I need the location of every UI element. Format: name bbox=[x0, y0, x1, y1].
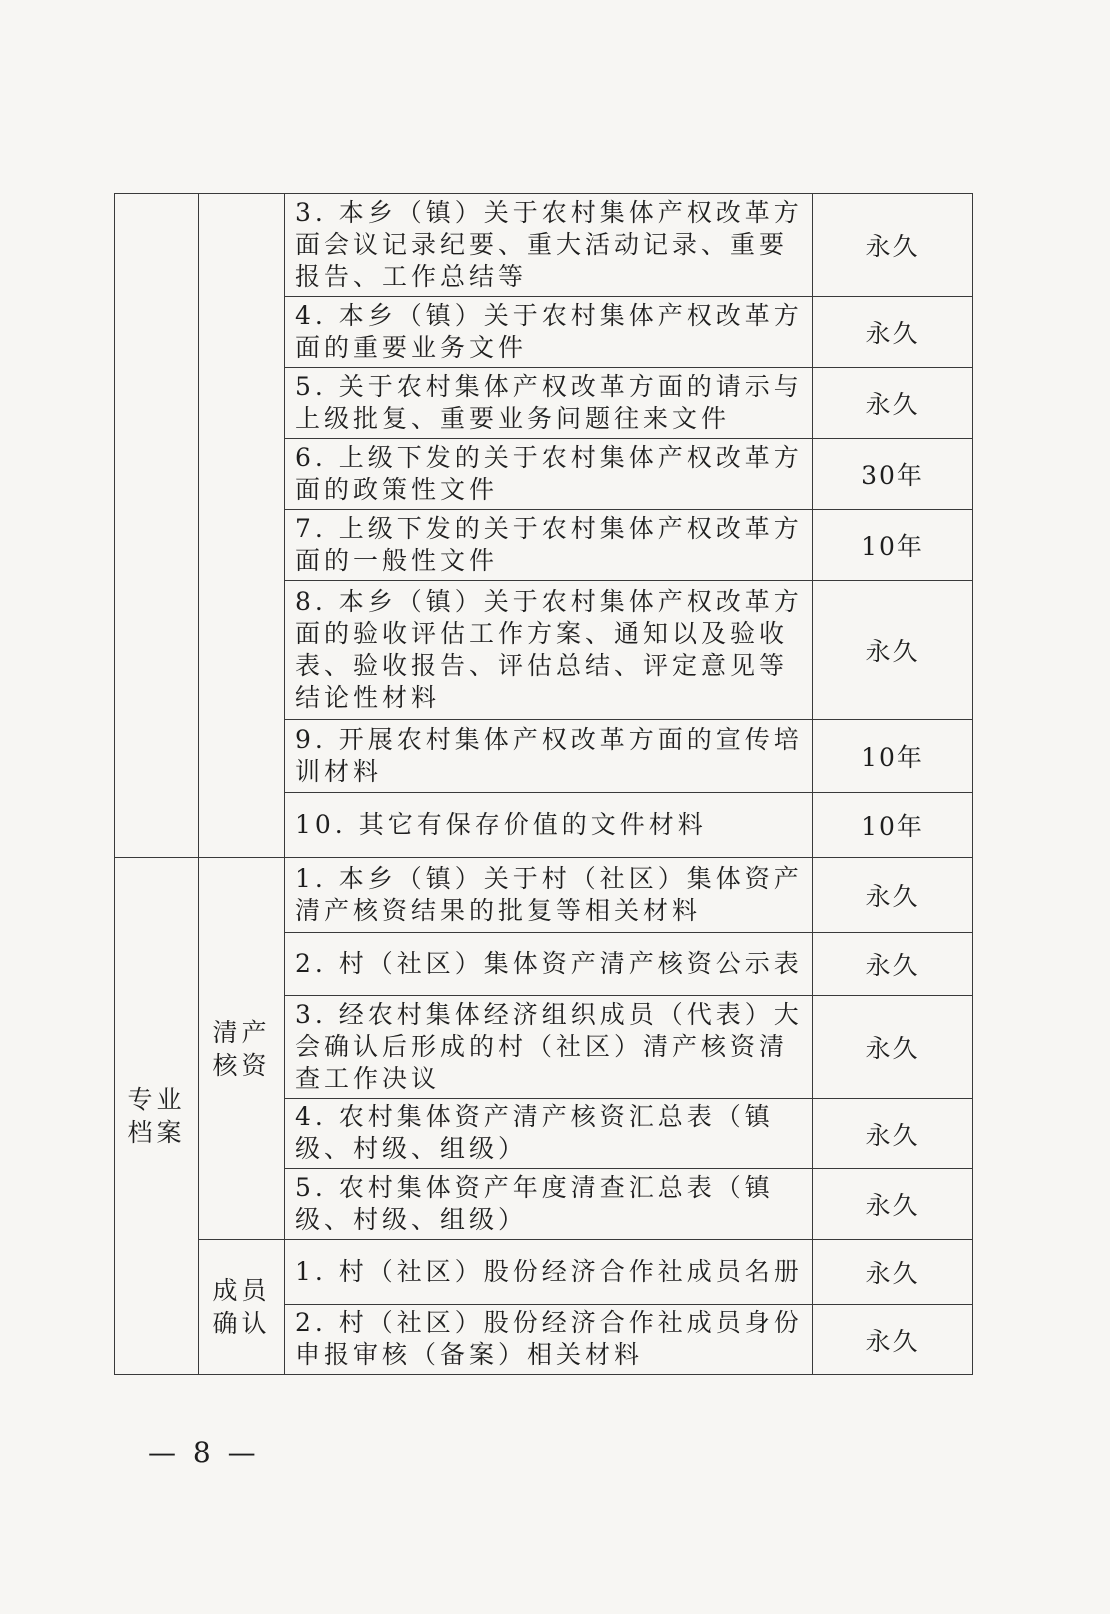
item-cell: 4. 农村集体资产清产核资汇总表（镇级、村级、组级） bbox=[285, 1099, 813, 1169]
retention-period: 永久 bbox=[813, 1305, 973, 1375]
retention-period: 永久 bbox=[813, 858, 973, 933]
retention-period: 永久 bbox=[813, 1240, 973, 1305]
retention-period: 10年 bbox=[813, 510, 973, 581]
item-cell: 5. 关于农村集体产权改革方面的请示与上级批复、重要业务问题往来文件 bbox=[285, 368, 813, 439]
category-label: 专业档案 bbox=[127, 1085, 186, 1147]
retention-period: 永久 bbox=[813, 1169, 973, 1240]
retention-period: 永久 bbox=[813, 581, 973, 720]
subcategory-cell-continued bbox=[199, 194, 285, 858]
retention-period: 永久 bbox=[813, 194, 973, 297]
table-row bbox=[115, 1240, 973, 1305]
retention-period: 永久 bbox=[813, 933, 973, 996]
table-row bbox=[115, 194, 973, 297]
table-row bbox=[115, 858, 973, 933]
retention-period: 永久 bbox=[813, 996, 973, 1099]
retention-period: 永久 bbox=[813, 1099, 973, 1169]
item-cell: 9. 开展农村集体产权改革方面的宣传培训材料 bbox=[285, 720, 813, 793]
item-cell: 6. 上级下发的关于农村集体产权改革方面的政策性文件 bbox=[285, 439, 813, 510]
retention-period: 永久 bbox=[813, 297, 973, 368]
archive-retention-table bbox=[114, 193, 973, 1375]
retention-period: 30年 bbox=[813, 439, 973, 510]
subcategory-cell bbox=[199, 858, 285, 1240]
subcategory-cell bbox=[199, 1240, 285, 1375]
retention-period: 10年 bbox=[813, 793, 973, 858]
subcategory-label: 清产核资 bbox=[212, 1017, 271, 1080]
category-cell bbox=[115, 858, 199, 1375]
item-cell: 3. 本乡（镇）关于农村集体产权改革方面会议记录纪要、重大活动记录、重要报告、工作总结等 bbox=[285, 194, 813, 297]
item-cell: 2. 村（社区）股份经济合作社成员身份申报审核（备案）相关材料 bbox=[285, 1305, 813, 1375]
item-cell: 2. 村（社区）集体资产清产核资公示表 bbox=[285, 933, 813, 996]
page-number: — 8 — bbox=[148, 1436, 260, 1469]
item-cell: 4. 本乡（镇）关于农村集体产权改革方面的重要业务文件 bbox=[285, 297, 813, 368]
item-cell: 1. 村（社区）股份经济合作社成员名册 bbox=[285, 1240, 813, 1305]
item-cell: 10. 其它有保存价值的文件材料 bbox=[285, 793, 813, 858]
item-cell: 3. 经农村集体经济组织成员（代表）大会确认后形成的村（社区）清产核资清查工作决议 bbox=[285, 996, 813, 1099]
retention-period: 永久 bbox=[813, 368, 973, 439]
item-cell: 1. 本乡（镇）关于村（社区）集体资产清产核资结果的批复等相关材料 bbox=[285, 858, 813, 933]
item-cell: 8. 本乡（镇）关于农村集体产权改革方面的验收评估工作方案、通知以及验收表、验收报告、评估总结、评定意见等结论性材料 bbox=[285, 581, 813, 720]
item-cell: 7. 上级下发的关于农村集体产权改革方面的一般性文件 bbox=[285, 510, 813, 581]
item-cell: 5. 农村集体资产年度清查汇总表（镇级、村级、组级） bbox=[285, 1169, 813, 1240]
subcategory-label: 成员确认 bbox=[212, 1276, 271, 1338]
category-cell-continued bbox=[115, 194, 199, 858]
retention-period: 10年 bbox=[813, 720, 973, 793]
